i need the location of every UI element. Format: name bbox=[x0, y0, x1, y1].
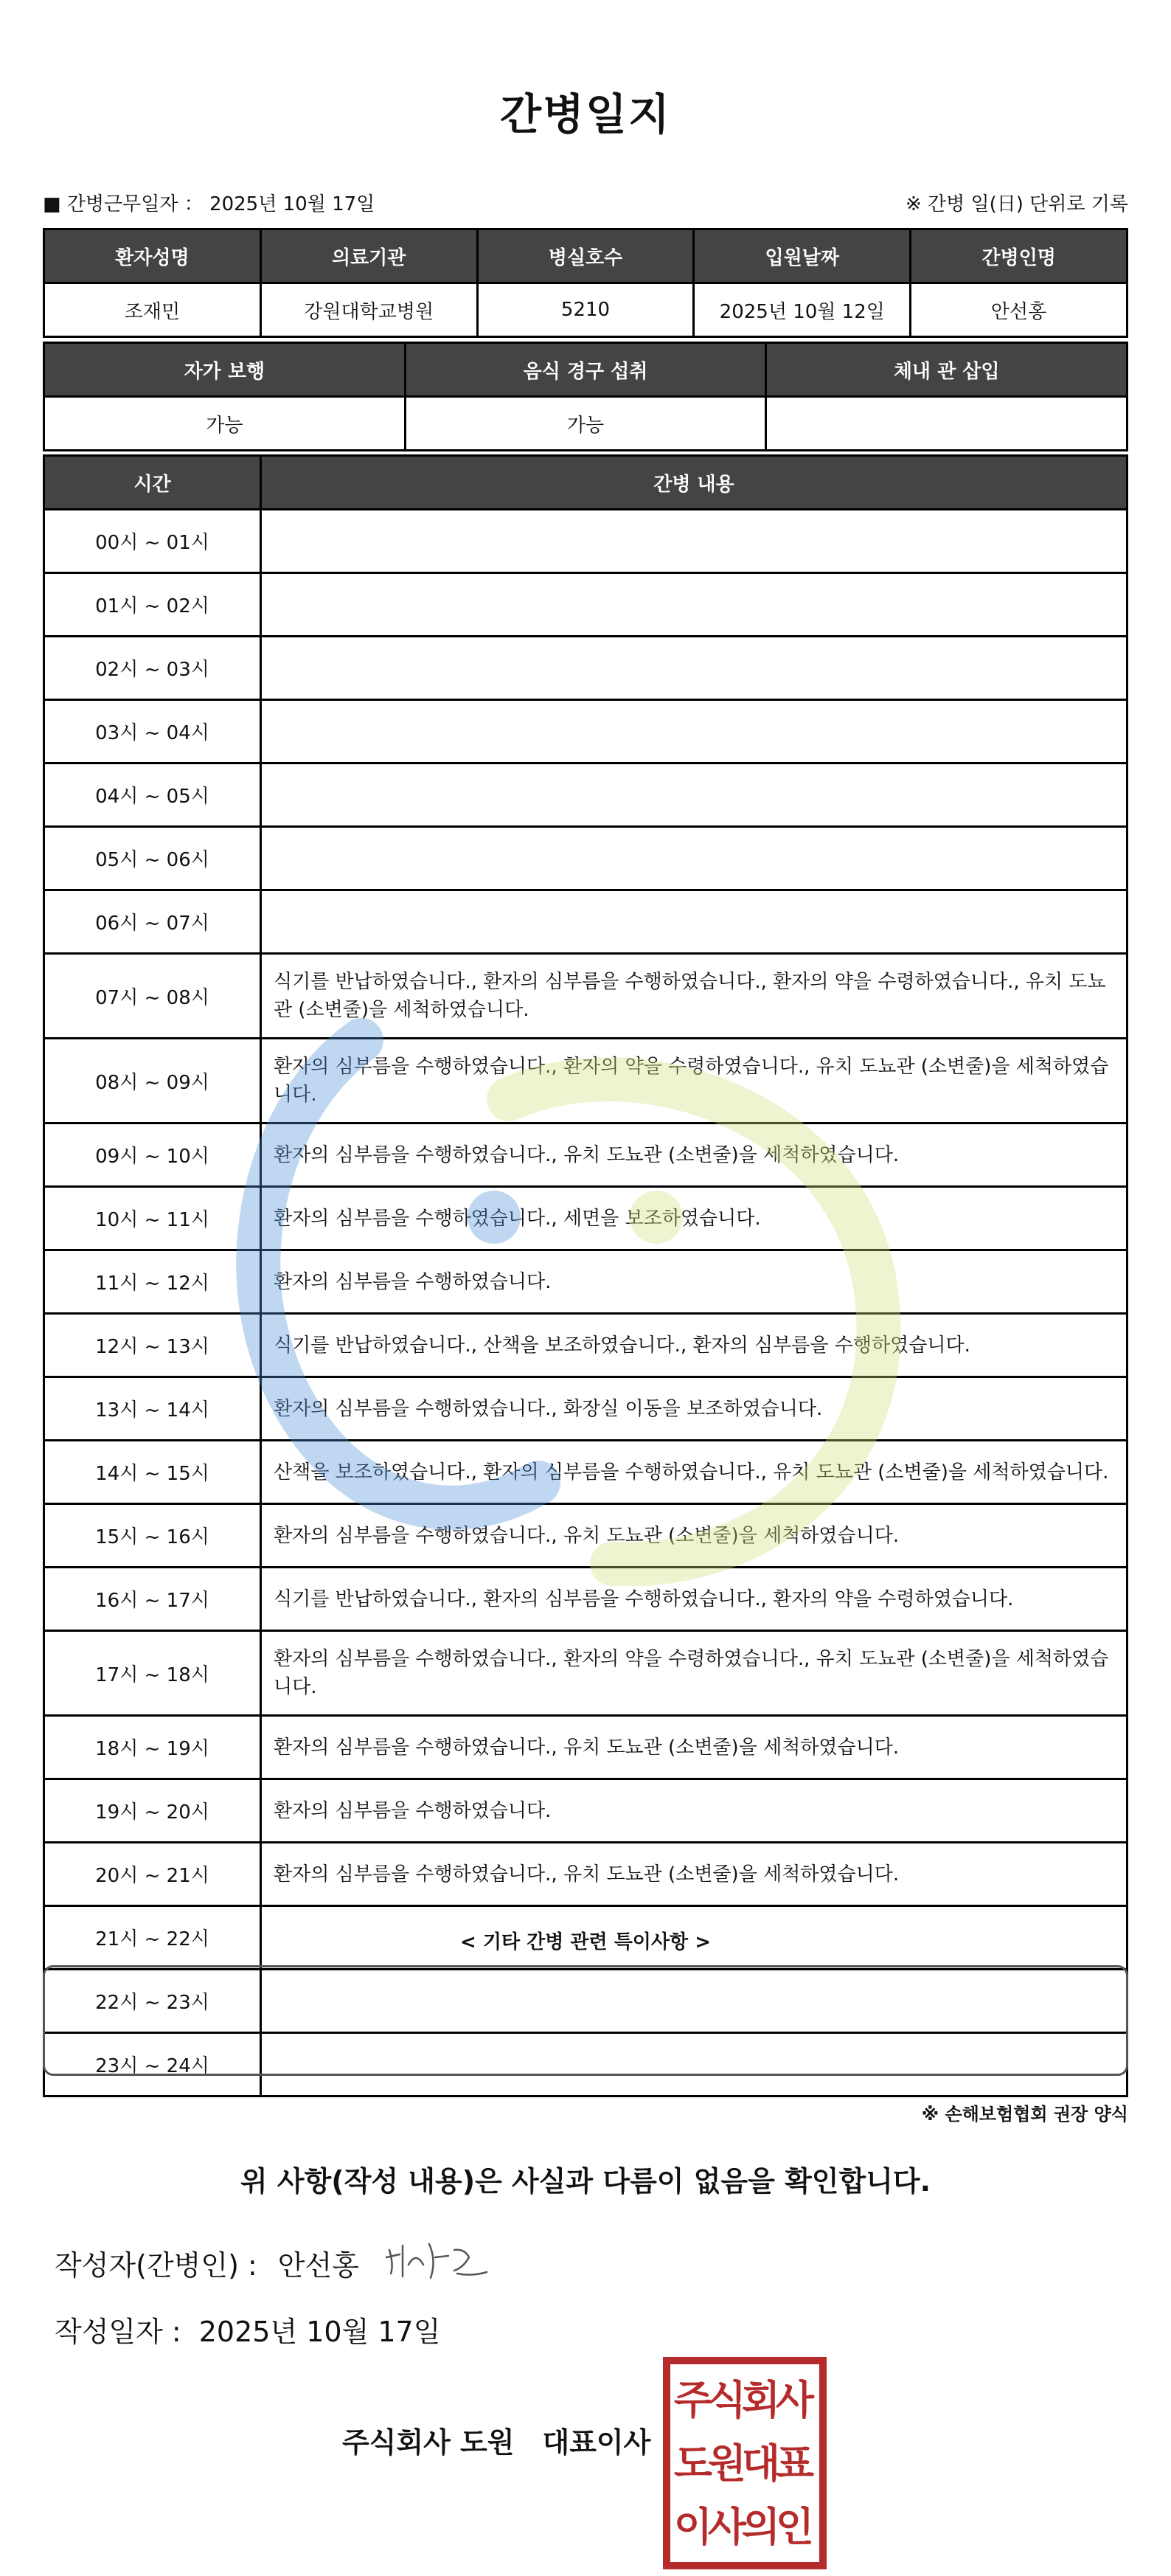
header-time: 시간 bbox=[44, 456, 261, 510]
caregiver-name: 안선홍 bbox=[911, 283, 1127, 337]
patient-status-table bbox=[43, 342, 1128, 451]
svg-text:인: 인 bbox=[775, 2504, 815, 2550]
log-row bbox=[44, 1568, 1127, 1631]
patient-info-table bbox=[43, 228, 1128, 338]
log-time: 10시 ~ 11시 bbox=[44, 1187, 261, 1250]
log-time: 11시 ~ 12시 bbox=[44, 1250, 261, 1314]
written-date-value: 2025년 10월 17일 bbox=[198, 2316, 441, 2348]
log-content bbox=[261, 637, 1127, 700]
header-patient-name: 환자성명 bbox=[44, 229, 261, 283]
log-row bbox=[44, 1716, 1127, 1779]
svg-text:원: 원 bbox=[707, 2440, 747, 2487]
log-content: 환자의 심부름을 수행하였습니다. bbox=[261, 1779, 1127, 1843]
writer-label: 작성자(간병인) : bbox=[55, 2249, 257, 2282]
log-content: 환자의 심부름을 수행하였습니다., 세면을 보조하였습니다. bbox=[261, 1187, 1127, 1250]
written-date-label: 작성일자 : bbox=[55, 2316, 181, 2348]
log-time: 16시 ~ 17시 bbox=[44, 1568, 261, 1631]
log-content: 식기를 반납하였습니다., 산책을 보조하였습니다., 환자의 심부름을 수행하였습니다. bbox=[261, 1314, 1127, 1377]
self-walking-value: 가능 bbox=[44, 397, 406, 451]
log-content bbox=[261, 890, 1127, 954]
patient-name: 조재민 bbox=[44, 283, 261, 337]
document-title: 간병일지 bbox=[499, 89, 672, 139]
log-row bbox=[44, 1250, 1127, 1314]
header-room: 병실호수 bbox=[477, 229, 694, 283]
confirmation-statement: 위 사항(작성 내용)은 사실과 다름이 없음을 확인합니다. bbox=[240, 2165, 931, 2198]
unit-note: ※ 간병 일(日) 단위로 기록 bbox=[905, 193, 1128, 215]
svg-text:사: 사 bbox=[707, 2504, 747, 2550]
form-source-note: ※ 손해보험협회 권장 양식 bbox=[921, 2104, 1128, 2125]
log-time: 13시 ~ 14시 bbox=[44, 1377, 261, 1441]
room-number: 5210 bbox=[477, 283, 694, 337]
log-time: 05시 ~ 06시 bbox=[44, 827, 261, 890]
ceo-title: 대표이사 bbox=[542, 2426, 651, 2459]
oral-intake-value: 가능 bbox=[405, 397, 766, 451]
header-tube-insertion: 체내 관 삽입 bbox=[766, 343, 1127, 397]
log-content: 환자의 심부름을 수행하였습니다., 화장실 이동을 보조하였습니다. bbox=[261, 1377, 1127, 1441]
log-row bbox=[44, 1187, 1127, 1250]
log-row bbox=[44, 637, 1127, 700]
log-content: 환자의 심부름을 수행하였습니다., 유치 도뇨관 (소변줄)을 세척하였습니다. bbox=[261, 1843, 1127, 1906]
svg-text:사: 사 bbox=[775, 2377, 815, 2423]
log-time: 15시 ~ 16시 bbox=[44, 1504, 261, 1568]
log-time: 18시 ~ 19시 bbox=[44, 1716, 261, 1779]
log-time: 17시 ~ 18시 bbox=[44, 1631, 261, 1716]
log-row bbox=[44, 954, 1127, 1039]
log-time: 03시 ~ 04시 bbox=[44, 700, 261, 764]
log-content bbox=[261, 573, 1127, 637]
log-content bbox=[261, 510, 1127, 573]
log-row bbox=[44, 1504, 1127, 1568]
log-time: 06시 ~ 07시 bbox=[44, 890, 261, 954]
header-caregiver: 간병인명 bbox=[911, 229, 1127, 283]
log-row bbox=[44, 1314, 1127, 1377]
handwritten-signature bbox=[383, 2235, 501, 2287]
log-time: 23시 ~ 24시 bbox=[44, 2033, 261, 2097]
log-row bbox=[44, 1123, 1127, 1187]
admission-date: 2025년 10월 12일 bbox=[694, 283, 911, 337]
header-oral-intake: 음식 경구 섭취 bbox=[405, 343, 766, 397]
log-time: 00시 ~ 01시 bbox=[44, 510, 261, 573]
special-notes-title: < 기타 간병 관련 특이사항 > bbox=[460, 1931, 711, 1953]
care-log-table bbox=[43, 454, 1128, 2097]
log-row bbox=[44, 764, 1127, 827]
svg-text:대: 대 bbox=[741, 2440, 781, 2487]
header-hospital: 의료기관 bbox=[260, 229, 477, 283]
company-seal bbox=[662, 2356, 827, 2570]
svg-text:이: 이 bbox=[673, 2504, 713, 2550]
written-date-line bbox=[55, 2309, 440, 2350]
tube-insertion-value bbox=[766, 397, 1127, 451]
log-time: 20시 ~ 21시 bbox=[44, 1843, 261, 1906]
company-name: 주식회사 도원 bbox=[342, 2426, 515, 2459]
log-time: 01시 ~ 02시 bbox=[44, 573, 261, 637]
log-content: 환자의 심부름을 수행하였습니다., 유치 도뇨관 (소변줄)을 세척하였습니다. bbox=[261, 1504, 1127, 1568]
svg-text:회: 회 bbox=[741, 2377, 781, 2423]
log-time: 14시 ~ 15시 bbox=[44, 1441, 261, 1504]
log-content bbox=[261, 827, 1127, 890]
log-row bbox=[44, 510, 1127, 573]
log-time: 04시 ~ 05시 bbox=[44, 764, 261, 827]
company-line bbox=[342, 2420, 650, 2460]
log-content: 환자의 심부름을 수행하였습니다., 유치 도뇨관 (소변줄)을 세척하였습니다. bbox=[261, 1716, 1127, 1779]
log-time: 19시 ~ 20시 bbox=[44, 1779, 261, 1843]
log-content: 식기를 반납하였습니다., 환자의 심부름을 수행하였습니다., 환자의 약을 수령하였습니다., 유치 도뇨관 (소변줄)을 세척하였습니다. bbox=[261, 954, 1127, 1039]
svg-text:주: 주 bbox=[673, 2377, 713, 2423]
log-content: 식기를 반납하였습니다., 환자의 심부름을 수행하였습니다., 환자의 약을 수령하였습니다. bbox=[261, 1568, 1127, 1631]
svg-text:식: 식 bbox=[707, 2377, 747, 2423]
writer-line bbox=[55, 2243, 359, 2283]
log-time: 08시 ~ 09시 bbox=[44, 1039, 261, 1123]
log-time: 07시 ~ 08시 bbox=[44, 954, 261, 1039]
log-time: 12시 ~ 13시 bbox=[44, 1314, 261, 1377]
log-content: 환자의 심부름을 수행하였습니다., 환자의 약을 수령하였습니다., 유치 도뇨관 (소변줄)을 세척하였습니다. bbox=[261, 1039, 1127, 1123]
svg-text:표: 표 bbox=[775, 2440, 815, 2487]
log-content: 환자의 심부름을 수행하였습니다. bbox=[261, 1250, 1127, 1314]
header-admission-date: 입원날짜 bbox=[694, 229, 911, 283]
svg-text:도: 도 bbox=[673, 2440, 713, 2487]
log-time: 22시 ~ 23시 bbox=[44, 1970, 261, 2033]
special-notes-box bbox=[43, 1965, 1128, 2076]
header-self-walking: 자가 보행 bbox=[44, 343, 406, 397]
log-row bbox=[44, 1441, 1127, 1504]
log-row bbox=[44, 700, 1127, 764]
log-content bbox=[261, 764, 1127, 827]
log-row bbox=[44, 1843, 1127, 1906]
log-row bbox=[44, 1631, 1127, 1716]
writer-name: 안선홍 bbox=[277, 2249, 359, 2282]
header-care-content: 간병 내용 bbox=[261, 456, 1127, 510]
log-row bbox=[44, 890, 1127, 954]
log-content: 환자의 심부름을 수행하였습니다., 환자의 약을 수령하였습니다., 유치 도뇨관 (소변줄)을 세척하였습니다. bbox=[261, 1631, 1127, 1716]
log-time: 21시 ~ 22시 bbox=[44, 1906, 261, 1970]
log-row bbox=[44, 573, 1127, 637]
log-row bbox=[44, 1039, 1127, 1123]
log-time: 09시 ~ 10시 bbox=[44, 1123, 261, 1187]
log-row bbox=[44, 1377, 1127, 1441]
work-date: ■ 간병근무일자 ： 2025년 10월 17일 bbox=[43, 193, 375, 215]
log-row bbox=[44, 827, 1127, 890]
log-row bbox=[44, 1779, 1127, 1843]
svg-text:의: 의 bbox=[741, 2504, 781, 2550]
log-content: 환자의 심부름을 수행하였습니다., 유치 도뇨관 (소변줄)을 세척하였습니다. bbox=[261, 1123, 1127, 1187]
log-content bbox=[261, 700, 1127, 764]
log-time: 02시 ~ 03시 bbox=[44, 637, 261, 700]
log-content: 산책을 보조하였습니다., 환자의 심부름을 수행하였습니다., 유치 도뇨관 (소변줄)을 세척하였습니다. bbox=[261, 1441, 1127, 1504]
hospital-name: 강원대학교병원 bbox=[260, 283, 477, 337]
